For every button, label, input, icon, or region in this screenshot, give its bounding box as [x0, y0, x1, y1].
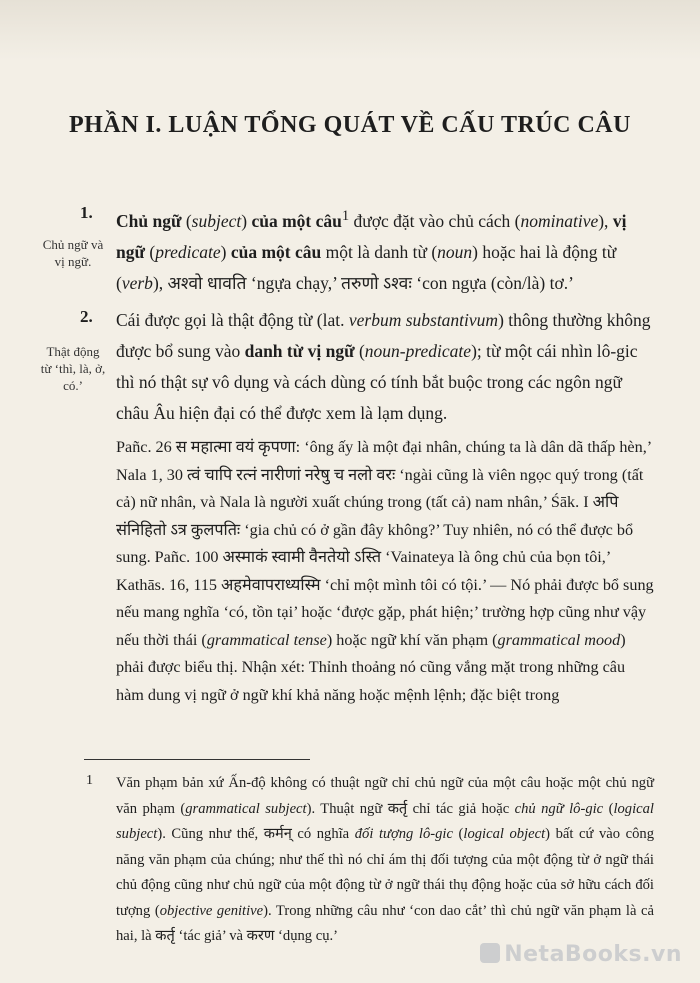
text-run: ) phải được biểu thị. Nhận xét: Thỉnh thoảng nó cũng vắng mặt trong những câu hàm dung vị ngữ ở ngữ khí khả năng hoặc mệnh lệnh; đặc biệt trong [116, 630, 626, 704]
footnote-number: 1 [86, 773, 93, 788]
text-run: ), [598, 210, 613, 231]
text-run: grammatical subject [185, 800, 307, 817]
text-run: ) thông thường không được bổ sung vào [116, 310, 651, 361]
text-run: grammatical mood [497, 630, 621, 649]
text-run: nominative [520, 210, 599, 231]
text-run: subject [191, 210, 242, 231]
text-run: được đặt vào chủ cách ( [349, 210, 521, 231]
chapter-title: PHẦN I. LUẬN TỔNG QUÁT VỀ CẤU TRÚC CÂU [69, 112, 631, 138]
text-run: noun [437, 241, 473, 262]
text-run: Chủ ngữ [116, 210, 182, 231]
text-run: của một câu [230, 241, 322, 262]
text-run: đối tượng lô-gic [354, 826, 453, 842]
footnote-text [116, 771, 654, 950]
watermark [480, 942, 682, 967]
section-1-text [116, 201, 654, 299]
text-run: ( [144, 241, 156, 262]
section-number-2: 2. [80, 307, 93, 326]
netabooks-logo-icon [480, 943, 500, 963]
text-run: ) hoặc ngữ khí văn phạm ( [326, 630, 498, 649]
text-run: verb [121, 272, 153, 293]
text-run: predicate [155, 241, 221, 262]
section-2-text [116, 305, 654, 429]
text-run: Cái được gọi là thật động từ (lat. [116, 310, 349, 330]
text-run: ( [354, 341, 365, 361]
text-run: của một câu [251, 210, 342, 231]
text-run: verbum substantivum [348, 310, 499, 330]
text-run: 1 [341, 208, 350, 224]
top-page-bleed [0, 0, 700, 60]
text-run: ), अश्वो धावति ‘ngựa chạy,’ तरुणो ऽश्वः ‘con ngựa (còn/là) tơ.’ [152, 272, 574, 293]
text-run: ) [241, 210, 252, 231]
text-run: chủ ngữ lô-gic [514, 800, 604, 817]
text-run: ) bất cứ vào công năng văn phạm của chúng; như thế thì nó chỉ ám thị đối tượng của một động từ ở ngữ thái chủ động cũng như chủ ngữ của một động từ ở ngữ thái thụ động hoặc của sở hữu cách đối tượng ( [116, 826, 654, 919]
watermark-text: NetaBooks.vn [504, 942, 682, 967]
text-run: ). Cũng như thế, कर्मन् có nghĩa [157, 826, 355, 842]
text-run: ). Thuật ngữ कर्तृ chỉ tác giả hoặc [306, 800, 515, 817]
text-run: logical object [463, 826, 546, 842]
footnote-divider [84, 759, 310, 760]
text-run: logical subject [116, 800, 654, 842]
text-run: vị ngữ [116, 210, 627, 262]
text-run: danh từ vị ngữ [244, 341, 355, 361]
margin-note-1: Chủ ngữ và vị ngữ. [42, 237, 104, 269]
text-run: Pañc. 26 स महात्मा वयं कृपणा: ‘ông ấy là một đại nhân, chúng ta là dân dã thấp hèn,’ Nala 1, 30 त्वं चापि रत्नं नारीणां नरेषु च नलो वरः ‘ngài cũng là viên ngọc quý trong (tất cả) nữ nhân, và Nala là người xuất chúng trong (tất cả) nam nhân,’ Śāk. I अपि संनिहितो ऽत्र कुलपतिः ‘gia chủ có ở gần đây không?’ Tuy nhiên, nó có thể được bổ sung. Pañc. 100 अस्माकं स्वामी वैनतेयो ऽस्ति ‘Vainateya là ông chủ của bọn tôi,’ Kathās. 16, 115 अहमेवापराध्यस्मि ‘chỉ một mình tôi có tội.’ — Nó phải được bổ sung nếu mang nghĩa ‘có, tồn tại’ hoặc ‘được gặp, phát hiện;’ trường hợp cũng như vậy nếu thời thái ( [116, 438, 654, 649]
margin-note-2: Thật động từ ‘thì, là, ở, có.’ [40, 344, 106, 393]
text-run: ( [603, 800, 614, 817]
examples-paragraph [116, 434, 654, 709]
text-run: grammatical tense [206, 630, 327, 649]
text-run: objective genitive [159, 902, 264, 919]
section-number-1: 1. [80, 203, 93, 222]
text-run: ); từ một cái nhìn lô-gic thì nó thật sự vô dụng và cách dùng có tính bắt buộc trong các ngôn ngữ châu Âu hiện đại có thể được xem là lạm dụng. [116, 341, 638, 423]
text-run: Văn phạm bản xứ Ấn-độ không có thuật ngữ chỉ chủ ngữ của một câu hoặc một chủ ngữ văn phạm ( [116, 775, 654, 817]
text-run: ) [220, 241, 231, 262]
text-run: ( [181, 210, 192, 231]
text-run: noun-predicate [364, 341, 472, 361]
text-run: ) hoặc hai là động từ ( [116, 241, 617, 293]
text-run: ). Trong những câu như ‘con dao cắt’ thì chủ ngữ văn phạm là cả hai, là कर्तृ ‘tác giả’ và करण ‘dụng cụ.’ [116, 902, 654, 944]
text-run: một là danh từ ( [321, 241, 438, 262]
text-run: ( [452, 826, 464, 842]
